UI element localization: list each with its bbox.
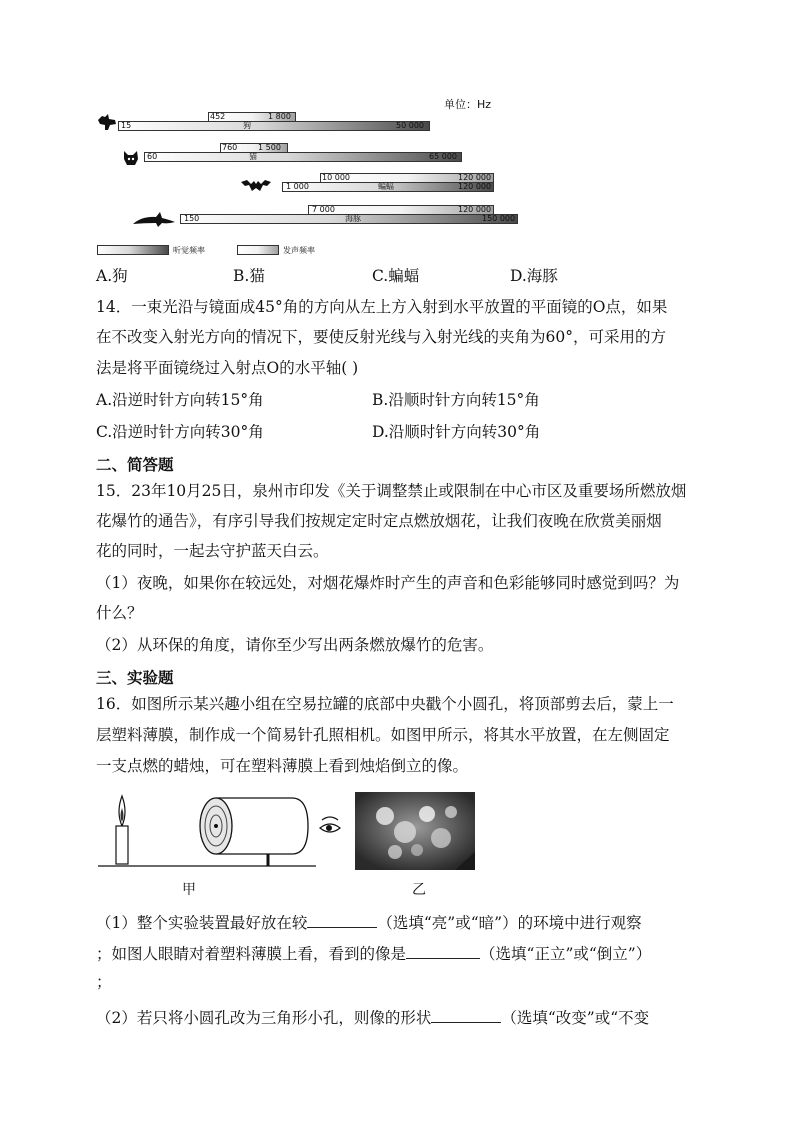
cat-hear-low: 60 bbox=[147, 152, 158, 161]
bat-name: 蝙蝠 bbox=[378, 182, 394, 191]
q16-sub1-line2 bbox=[96, 944, 651, 964]
pinhole-camera-figure bbox=[96, 790, 350, 870]
q16-sub1-text-a: （1）整个实验装置最好放在较 bbox=[96, 914, 308, 932]
q14-option-d: D.沿顺时针方向转30°角 bbox=[372, 423, 541, 441]
q16-sub1-line3: ； bbox=[96, 973, 112, 991]
legend-emit-label: 发声频率 bbox=[283, 246, 315, 255]
q16-sub2-text-a: （2）若只将小圆孔改为三角形小孔，则像的形状 bbox=[96, 1009, 432, 1027]
q15-line2: 花爆竹的通告》，有序引导我们按规定定时定点燃放烟花，让我们夜晚在欣赏美丽烟 bbox=[96, 512, 662, 530]
q14-line2: 在不改变入射光方向的情况下，要使反射光线与入射光线的夹角为60°，可采用的方 bbox=[96, 328, 666, 346]
q16-sub1-text-b: （选填“亮”或“暗”）的环境中进行观察 bbox=[377, 914, 642, 932]
dog-hear-bar bbox=[118, 121, 430, 131]
q13-option-a: A.狗 bbox=[96, 267, 128, 285]
dog-emit-low: 452 bbox=[210, 112, 226, 121]
q15-sub1-line2: 什么？ bbox=[96, 604, 143, 622]
q16-sub2-line1 bbox=[96, 1008, 649, 1028]
dolphin-emit-low: 7 000 bbox=[312, 205, 335, 214]
q16-line2: 层塑料薄膜，制作成一个简易针孔照相机。如图甲所示，将其水平放置，在左侧固定 bbox=[96, 726, 670, 744]
q16-sub1-line1 bbox=[96, 913, 642, 933]
dolphin-name: 海豚 bbox=[345, 214, 361, 223]
q13-option-b: B.猫 bbox=[233, 267, 265, 285]
dog-name: 狗 bbox=[243, 121, 251, 130]
dog-icon bbox=[96, 112, 118, 132]
dolphin-emit-high: 120 000 bbox=[458, 205, 492, 214]
dog-hear-low: 15 bbox=[121, 121, 132, 130]
answer-blank-1[interactable] bbox=[307, 913, 377, 928]
q16-line3: 一支点燃的蜡烛，可在塑料薄膜上看到烛焰倒立的像。 bbox=[96, 757, 469, 775]
bat-emit-high: 120 000 bbox=[458, 173, 492, 182]
q13-option-d: D.海豚 bbox=[510, 267, 558, 285]
q13-option-c: C.蝙蝠 bbox=[372, 267, 420, 285]
legend-emit-swatch bbox=[237, 245, 279, 255]
dog-hear-high: 50 000 bbox=[396, 121, 424, 130]
cat-emit-high: 1 500 bbox=[258, 143, 281, 152]
q15-sub1-line1: （1）夜晚，如果你在较远处，对烟花爆炸时产生的声音和色彩能够同时感觉到吗？为 bbox=[96, 574, 680, 592]
q14-line1: 14．一束光沿与镜面成45°角的方向从左上方入射到水平放置的平面镜的O点，如果 bbox=[96, 298, 668, 316]
q14-option-b: B.沿顺时针方向转15°角 bbox=[372, 391, 540, 409]
q16-sub1-text-c: ；如图人眼睛对着塑料薄膜上看，看到的像是 bbox=[96, 945, 407, 963]
q14-option-c: C.沿逆时针方向转30°角 bbox=[96, 423, 264, 441]
q16-sub1-text-d: （选填“正立”或“倒立”） bbox=[480, 945, 652, 963]
cat-name: 猫 bbox=[249, 152, 257, 161]
bat-icon bbox=[240, 177, 272, 195]
figure-label-b: 乙 bbox=[412, 882, 426, 898]
figure-label-a: 甲 bbox=[182, 882, 196, 898]
section-heading-short-answer: 二、简答题 bbox=[96, 456, 174, 474]
cat-hear-bar bbox=[144, 152, 462, 162]
q15-sub2: （2）从环保的角度，请你至少写出两条燃放爆竹的危害。 bbox=[96, 636, 494, 654]
dog-emit-high: 1 800 bbox=[268, 112, 291, 121]
answer-blank-2[interactable] bbox=[406, 944, 480, 959]
q15-line1: 15．23年10月25日，泉州市印发《关于调整禁止或限制在中心市区及重要场所燃放烟 bbox=[96, 482, 687, 500]
cat-icon bbox=[122, 149, 140, 167]
q16-sub2-text-b: （选填“改变”或“不变 bbox=[501, 1009, 650, 1027]
dolphin-hear-high: 150 000 bbox=[482, 214, 516, 223]
dolphin-hear-low: 150 bbox=[184, 214, 200, 223]
q14-line3: 法是将平面镜绕过入射点O的水平轴( ) bbox=[96, 359, 359, 377]
pinhole-image-photo bbox=[355, 792, 475, 870]
q16-line1: 16．如图所示某兴趣小组在空易拉罐的底部中央戳个小圆孔，将顶部剪去后，蒙上一 bbox=[96, 695, 674, 713]
bat-hear-high: 120 000 bbox=[458, 182, 492, 191]
q14-option-a: A.沿逆时针方向转15°角 bbox=[96, 391, 264, 409]
section-heading-experiment: 三、实验题 bbox=[96, 669, 174, 687]
bat-emit-low: 10 000 bbox=[322, 173, 350, 182]
bat-hear-low: 1 000 bbox=[286, 182, 309, 191]
cat-hear-high: 65 000 bbox=[429, 152, 457, 161]
cat-emit-low: 760 bbox=[222, 143, 238, 152]
dolphin-icon bbox=[132, 210, 176, 230]
legend-hear-label: 听觉频率 bbox=[173, 246, 205, 255]
legend-hear-swatch bbox=[97, 245, 169, 255]
q15-line3: 花的同时，一起去守护蓝天白云。 bbox=[96, 542, 329, 560]
unit-label: 单位：Hz bbox=[444, 98, 492, 111]
answer-blank-3[interactable] bbox=[431, 1008, 501, 1023]
